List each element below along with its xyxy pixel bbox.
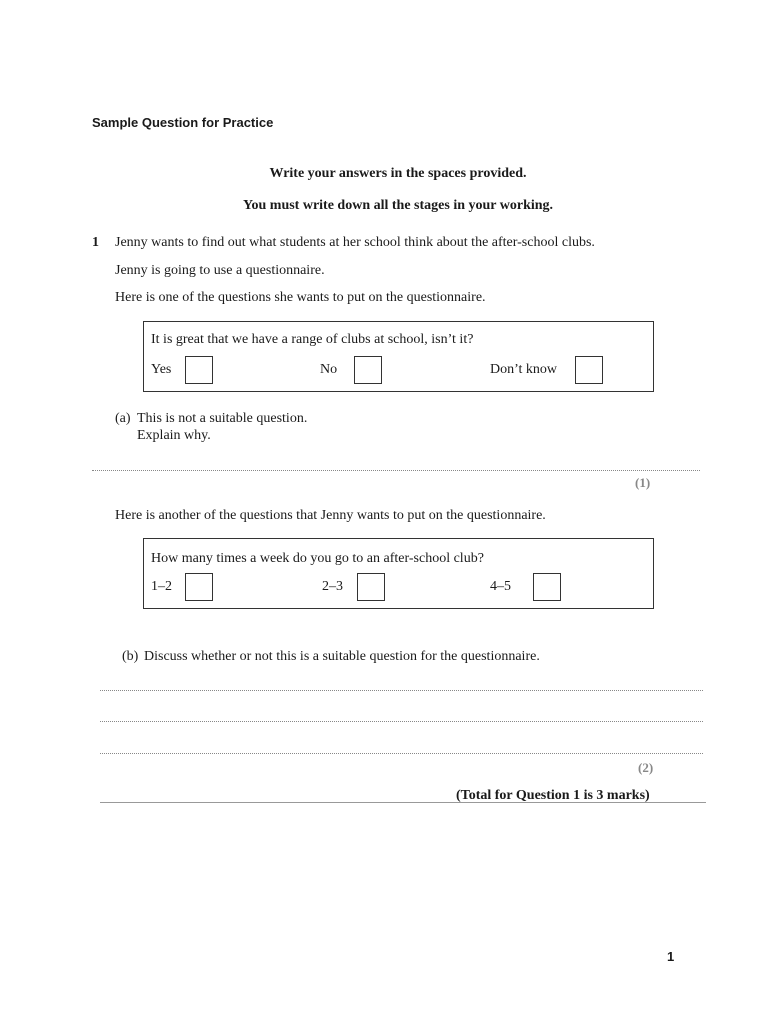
answer-line-b-3[interactable] [100,753,703,754]
question-total-marks: (Total for Question 1 is 3 marks) [456,788,650,803]
box2-option-4-5-checkbox[interactable] [533,573,561,601]
question-intro-3: Here is one of the questions she wants to put on the questionnaire. [115,290,486,305]
box1-option-no-checkbox[interactable] [354,356,382,384]
part-b-text: Discuss whether or not this is a suitable question for the questionnaire. [144,649,540,664]
box2-question: How many times a week do you go to an after-school club? [151,551,484,566]
box1-option-yes-label: Yes [151,362,172,377]
answer-line-b-1[interactable] [100,690,703,691]
question-intro-1: Jenny wants to find out what students at her school think about the after-school clubs. [115,235,595,250]
question-end-rule [100,802,706,803]
page-number: 1 [667,949,675,964]
answer-line-a[interactable] [92,470,700,471]
questionnaire-box-2 [143,538,654,609]
part-a-label: (a) [115,411,131,426]
part-b-label: (b) [122,649,139,664]
questionnaire-box-1 [143,321,654,392]
instruction-line-2: You must write down all the stages in your working. [242,198,554,213]
part-b-marks: (2) [638,760,654,775]
part-a-text-1: This is not a suitable question. [137,411,308,426]
box1-option-dont-know-checkbox[interactable] [575,356,603,384]
document-header: Sample Question for Practice [92,115,274,130]
instruction-line-1: Write your answers in the spaces provided. [269,166,527,181]
part-a-text-2: Explain why. [137,428,211,443]
box2-option-2-3-label: 2–3 [322,579,343,594]
box1-option-yes-checkbox[interactable] [185,356,213,384]
question-number: 1 [92,235,99,250]
answer-line-b-2[interactable] [100,721,703,722]
question-intro-2: Jenny is going to use a questionnaire. [115,263,325,278]
box1-option-no-label: No [320,362,338,377]
box2-option-2-3-checkbox[interactable] [357,573,385,601]
part-a-marks: (1) [635,475,651,490]
box2-option-1-2-checkbox[interactable] [185,573,213,601]
box2-option-4-5-label: 4–5 [490,579,511,594]
box1-option-dont-know-label: Don’t know [490,362,558,377]
box2-option-1-2-label: 1–2 [151,579,172,594]
box1-question: It is great that we have a range of clubs at school, isn’t it? [151,332,474,347]
question-intro-4: Here is another of the questions that Jenny wants to put on the questionnaire. [115,508,546,523]
